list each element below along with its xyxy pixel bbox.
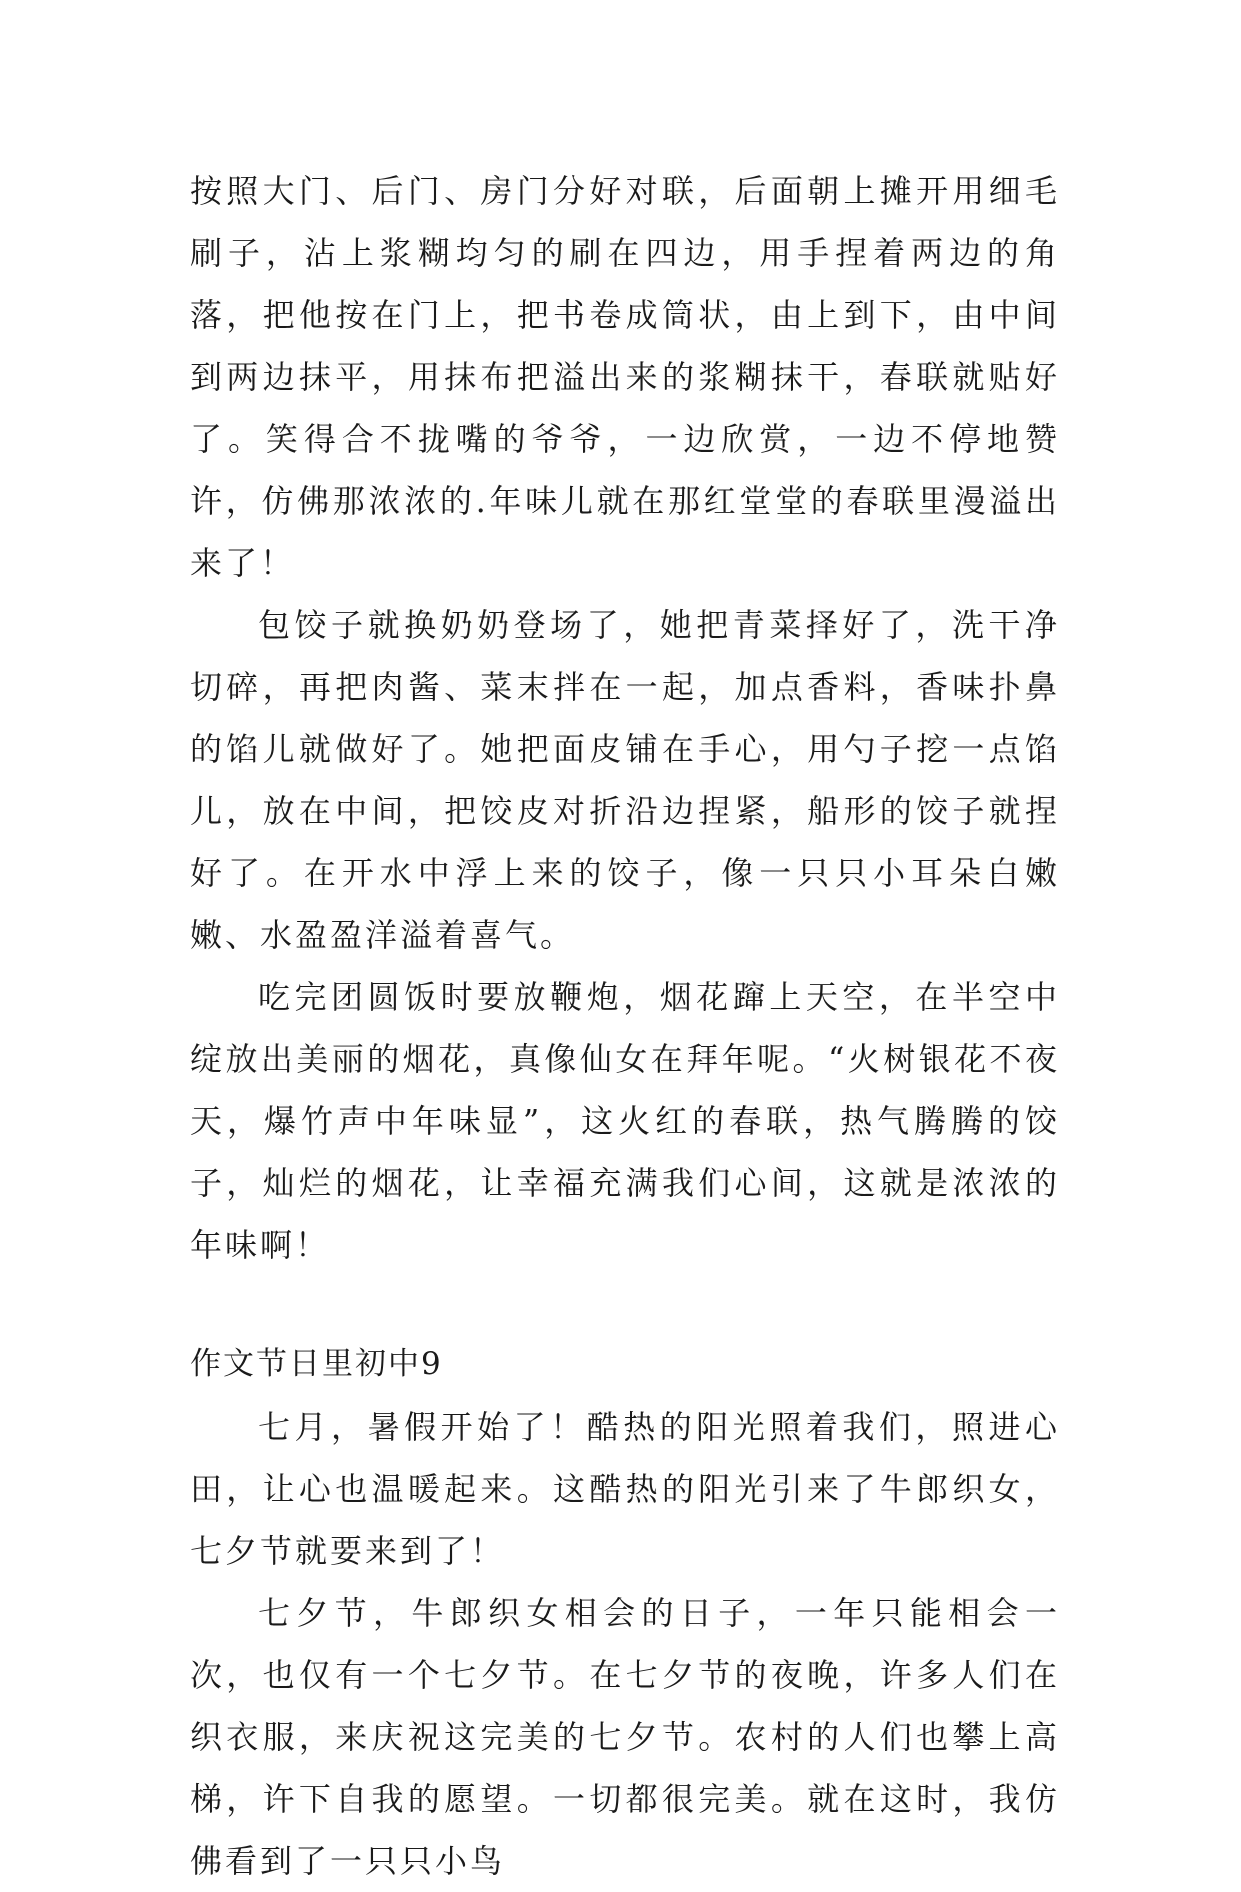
paragraph-fireworks: 吃完团圆饭时要放鞭炮，烟花蹿上天空，在半空中绽放出美丽的烟花，真像仙女在拜年呢。“火树银花不夜天，爆竹声中年味显”，这火红的春联，热气腾腾的饺子，灿烂的烟花，让幸福充满我们心间，这就是浓浓的年味啊！ — [190, 978, 1060, 1264]
paragraph-qixi: 七夕节，牛郎织女相会的日子，一年只能相会一次，也仅有一个七夕节。在七夕节的夜晚，许多人们在织衣服，来庆祝这完美的七夕节。农村的人们也攀上高梯，许下自我的愿望。一切都很完美。就在这时，我仿佛看到了一只只小鸟 — [190, 1594, 1060, 1880]
section-heading: 作文节日里初中9 — [190, 1346, 443, 1382]
document-body — [190, 160, 1060, 1892]
paragraph-july: 七月，暑假开始了！酷热的阳光照着我们，照进心田，让心也温暖起来。这酷热的阳光引来了牛郎织女，七夕节就要来到了！ — [190, 1408, 1060, 1570]
paragraph-couplets: 按照大门、后门、房门分好对联，后面朝上摊开用细毛刷子，沾上浆糊均匀的刷在四边，用手捏着两边的角落，把他按在门上，把书卷成筒状，由上到下，由中间到两边抹平，用抹布把溢出来的浆糊抹干，春联就贴好了。笑得合不拢嘴的爷爷，一边欣赏，一边不停地赞许，仿佛那浓浓的.年味儿就在那红堂堂的春联里漫溢出来了！ — [190, 172, 1060, 582]
paragraph-dumplings: 包饺子就换奶奶登场了，她把青菜择好了，洗干净切碎，再把肉酱、菜末拌在一起，加点香料，香味扑鼻的馅儿就做好了。她把面皮铺在手心，用勺子挖一点馅儿，放在中间，把饺皮对折沿边捏紧，船形的饺子就捏好了。在开水中浮上来的饺子，像一只只小耳朵白嫩嫩、水盈盈洋溢着喜气。 — [190, 606, 1060, 954]
